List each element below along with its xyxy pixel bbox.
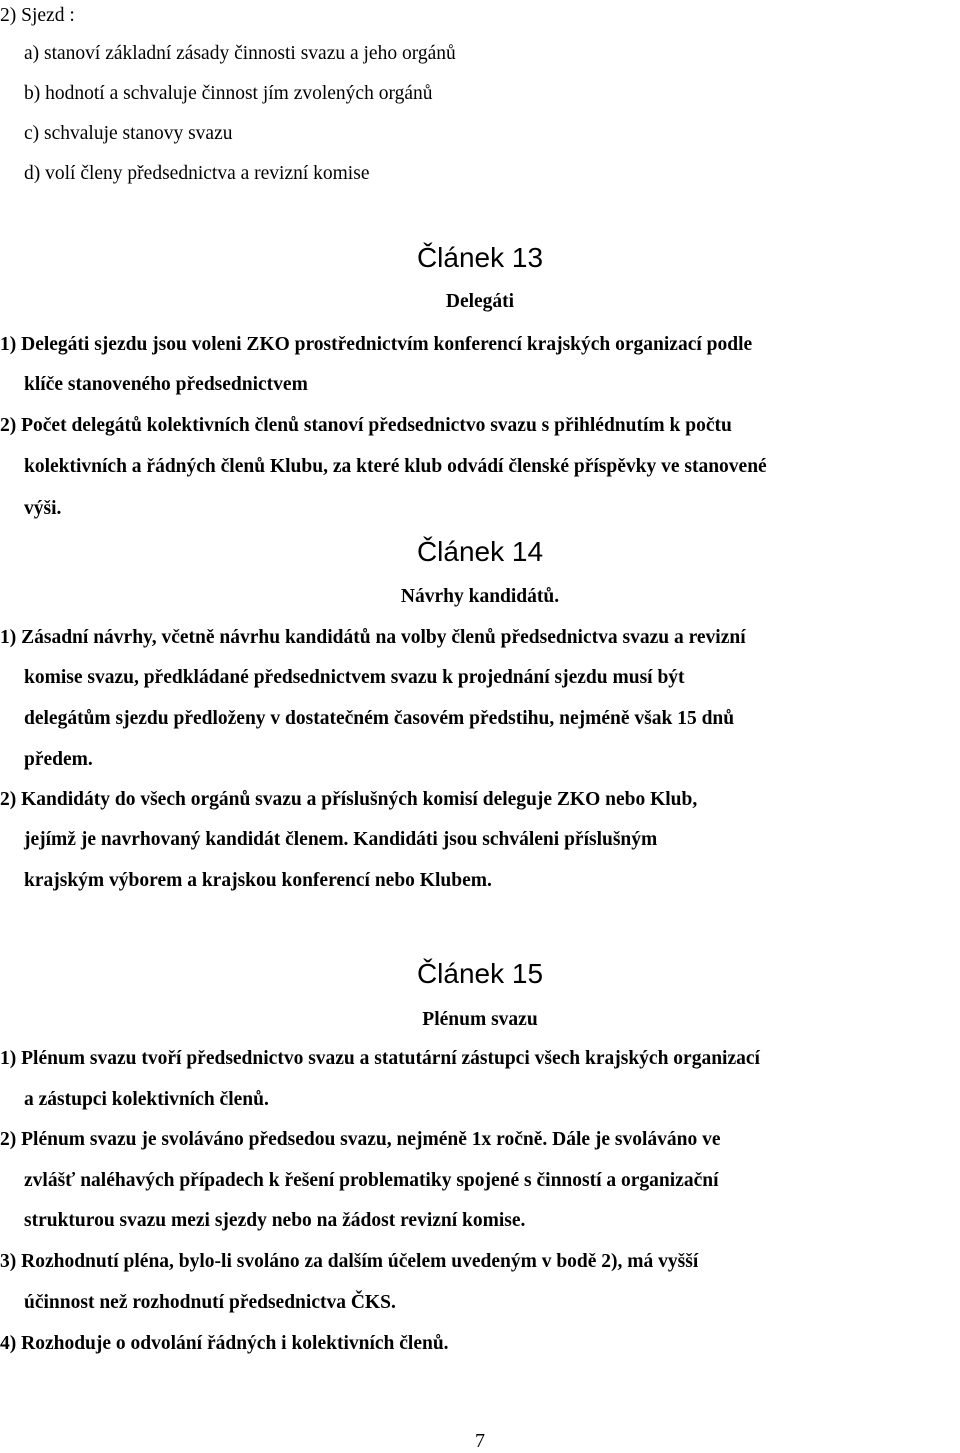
article-15-line: zvlášť naléhavých případech k řešení problematiky spojené s činností a organizační	[24, 1170, 719, 1191]
article-14-line: předem.	[24, 749, 93, 770]
article-14-line: krajským výborem a krajskou konferencí nebo Klubem.	[24, 870, 492, 891]
article-13-line: 2) Počet delegátů kolektivních členů stanoví předsednictvo svazu s přihlédnutím k počtu	[0, 415, 732, 436]
article-13-line: klíče stanoveného předsednictvem	[24, 374, 308, 395]
article-14-line: komise svazu, předkládané předsednictvem svazu k projednání sjezdu musí být	[24, 667, 685, 688]
article-15-line: 2) Plénum svazu je svoláváno předsedou svazu, nejméně 1x ročně. Dále je svoláváno ve	[0, 1129, 721, 1150]
article-15-line: strukturou svazu mezi sjezdy nebo na žádost revizní komise.	[24, 1210, 526, 1231]
article-14-title: Článek 14	[416, 536, 544, 567]
sjezd-item-c: c) schvaluje stanovy svazu	[24, 123, 233, 144]
article-15-title: Článek 15	[416, 958, 544, 989]
article-14-line: delegátům sjezdu předloženy v dostatečném časovém předstihu, nejméně však 15 dnů	[24, 708, 735, 729]
sjezd-item-a: a) stanoví základní zásady činnosti svazu a jeho orgánů	[24, 43, 456, 64]
article-14-line: jejímž je navrhovaný kandidát členem. Kandidáti jsou schváleni příslušným	[24, 829, 658, 850]
article-15-line: účinnost než rozhodnutí předsednictva ČKS.	[24, 1292, 396, 1313]
article-13-title: Článek 13	[416, 242, 544, 273]
article-15-subtitle: Plénum svazu	[422, 1009, 538, 1030]
article-13-subtitle: Delegáti	[445, 291, 515, 312]
article-14-subtitle: Návrhy kandidátů.	[400, 586, 560, 607]
article-15-line: 4) Rozhoduje o odvolání řádných i kolektivních členů.	[0, 1333, 449, 1354]
article-15-line: 3) Rozhodnutí pléna, bylo-li svoláno za dalším účelem uvedeným v bodě 2), má vyšší	[0, 1251, 699, 1272]
article-14-line: 1) Zásadní návrhy, včetně návrhu kandidátů na volby členů předsednictva svazu a revizní	[0, 627, 746, 648]
article-13-line: 1) Delegáti sjezdu jsou voleni ZKO prostřednictvím konferencí krajských organizací podle	[0, 334, 753, 355]
article-13-line: výši.	[24, 498, 62, 519]
page-number: 7	[475, 1430, 485, 1452]
sjezd-item-b: b) hodnotí a schvaluje činnost jím zvolených orgánů	[24, 83, 433, 104]
article-14-line: 2) Kandidáty do všech orgánů svazu a příslušných komisí deleguje ZKO nebo Klub,	[0, 789, 698, 810]
sjezd-item-d: d) volí členy předsednictva a revizní komise	[24, 163, 370, 184]
sjezd-heading: 2) Sjezd :	[0, 5, 75, 26]
article-15-line: 1) Plénum svazu tvoří předsednictvo svazu a statutární zástupci všech krajských organizací	[0, 1048, 760, 1069]
article-15-line: a zástupci kolektivních členů.	[24, 1089, 269, 1110]
article-13-line: kolektivních a řádných členů Klubu, za které klub odvádí členské příspěvky ve stanovené	[24, 456, 767, 477]
